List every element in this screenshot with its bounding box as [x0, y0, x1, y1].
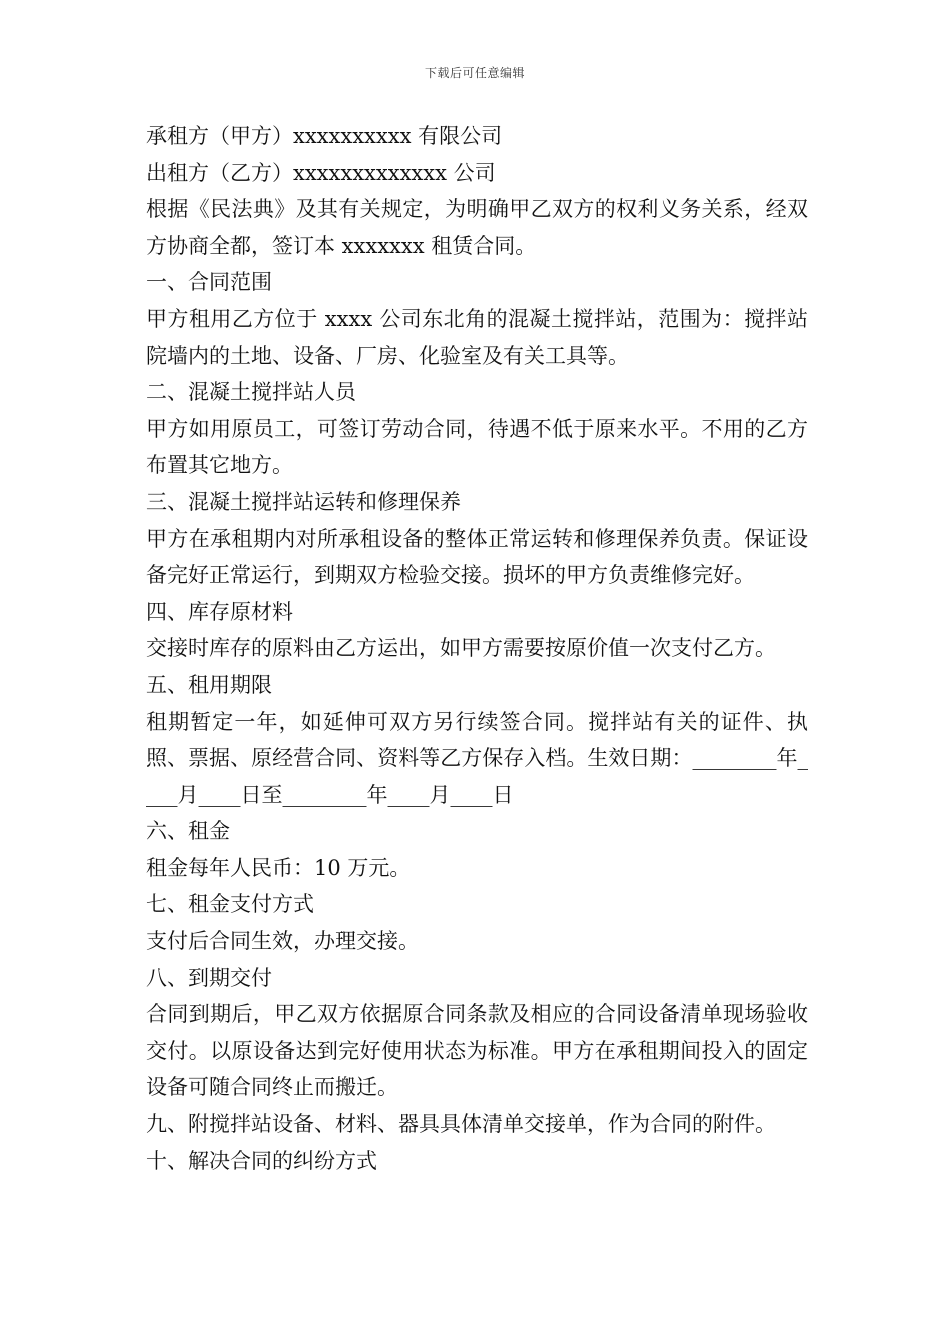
section-heading-maintenance: 三、混凝土搅拌站运转和修理保养	[146, 489, 461, 514]
section-heading-payment: 七、租金支付方式	[146, 892, 314, 917]
delivery-paragraph: 合同到期后，甲乙双方依据原合同条款及相应的合同设备清单现场验收交付。以原设备达到完好使用状态为标准。甲方在承租期间投入的固定设备可随合同终止而搬迁。	[146, 1002, 808, 1100]
payment-paragraph: 支付后合同生效，办理交接。	[146, 929, 419, 954]
preamble-paragraph: 根据《民法典》及其有关规定，为明确甲乙双方的权利义务关系，经双方协商全都，签订本 xxxxxxx 租赁合同。	[146, 197, 808, 258]
party-b-line: 出租方（乙方）xxxxxxxxxxxxx 公司	[146, 160, 496, 185]
section-heading-delivery: 八、到期交付	[146, 965, 272, 990]
staff-paragraph: 甲方如用原员工，可签订劳动合同，待遇不低于原来水平。不用的乙方布置其它地方。	[146, 416, 808, 478]
section-heading-inventory: 四、库存原材料	[146, 599, 293, 624]
page-header-note: 下载后可任意编辑	[424, 66, 525, 80]
party-a-line: 承租方（甲方）xxxxxxxxxx 有限公司	[146, 124, 503, 148]
term-paragraph: 租期暂定一年，如延伸可双方另行续签合同。搅拌站有关的证件、执照、票据、原经营合同、资料等乙方保存入档。生效日期：________年____月____日至________年____月____日	[146, 709, 808, 807]
section-heading-term: 五、租用期限	[146, 672, 272, 697]
section-heading-scope: 一、合同范围	[146, 270, 272, 295]
inventory-paragraph: 交接时库存的原料由乙方运出，如甲方需要按原价值一次支付乙方。	[146, 636, 776, 661]
attachment-paragraph: 九、附搅拌站设备、材料、器具具体清单交接单，作为合同的附件。	[146, 1112, 776, 1137]
maintenance-paragraph: 甲方在承租期内对所承租设备的整体正常运转和修理保养负责。保证设备完好正常运行，到期双方检验交接。损坏的甲方负责维修完好。	[146, 526, 808, 588]
rent-paragraph: 租金每年人民币：10 万元。	[146, 855, 411, 880]
scope-paragraph: 甲方租用乙方位于 xxxx 公司东北角的混凝土搅拌站，范围为：搅拌站院墙内的土地、设备、厂房、化验室及有关工具等。	[146, 306, 808, 368]
section-heading-staff: 二、混凝土搅拌站人员	[146, 380, 356, 405]
section-heading-rent: 六、租金	[146, 819, 230, 844]
section-heading-disputes: 十、解决合同的纠纷方式	[146, 1148, 377, 1173]
document-body	[146, 118, 808, 1179]
